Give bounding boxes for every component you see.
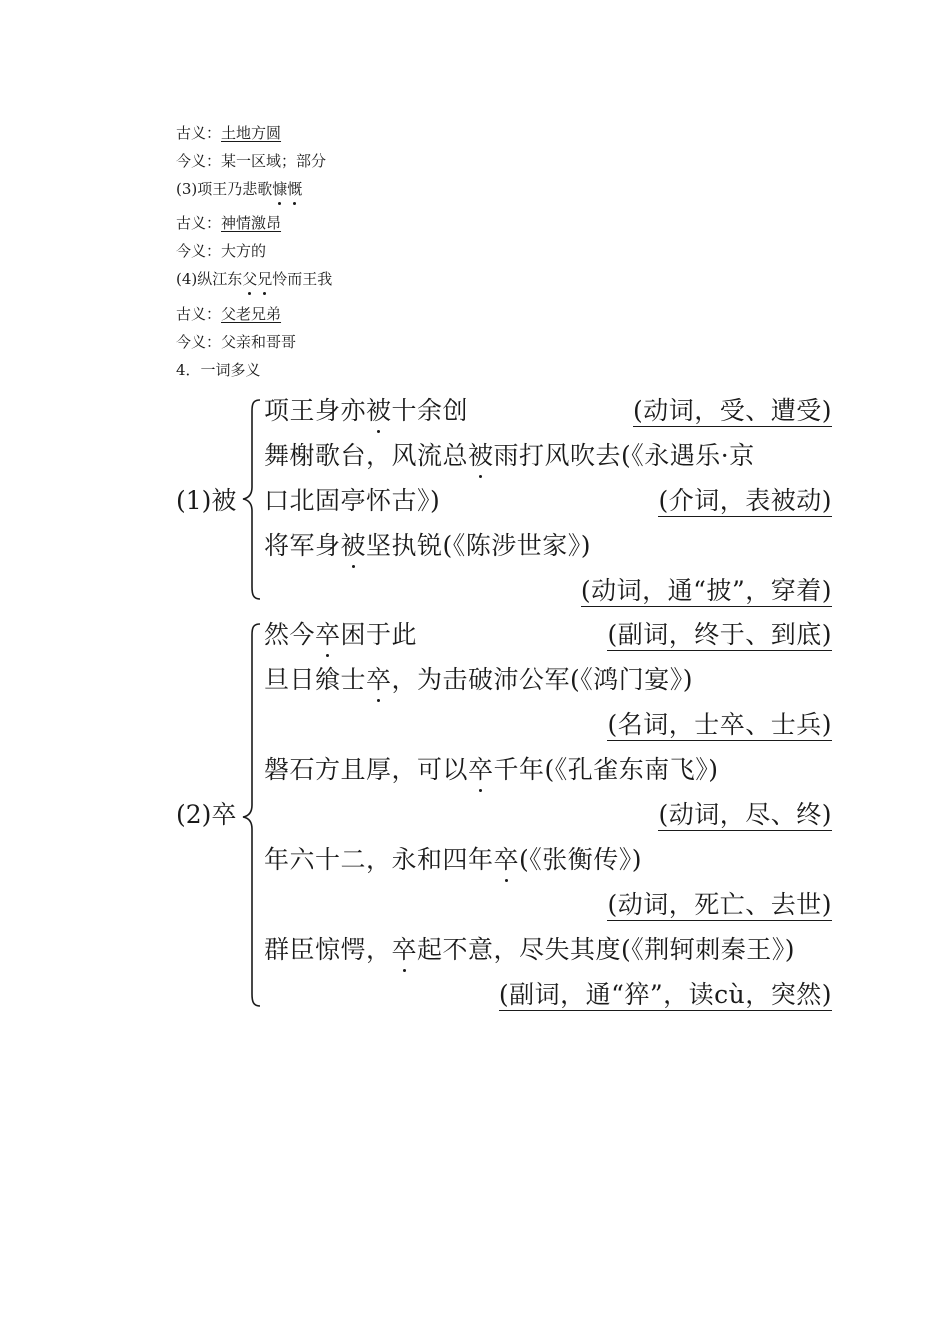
group-label-bei: (1)被 bbox=[176, 486, 237, 515]
meaning-note bbox=[658, 486, 832, 516]
meaning-note bbox=[633, 396, 832, 426]
dotted-char: 卒 bbox=[493, 845, 520, 874]
sentence-text: 困于此 bbox=[340, 620, 418, 649]
ancient-label: 古义： bbox=[176, 214, 222, 232]
example-sentence-3 bbox=[176, 180, 302, 198]
sentence-text: 口北固亭怀古》) bbox=[264, 486, 441, 515]
example-line bbox=[264, 486, 440, 516]
modern-label: 今义： bbox=[176, 242, 222, 260]
sentence-text: 舞榭歌台，风流总 bbox=[264, 441, 469, 470]
dotted-char: 卒 bbox=[315, 620, 341, 649]
dotted-char: 卒 bbox=[366, 665, 392, 694]
meaning-note bbox=[658, 800, 832, 830]
sentence-text: 群臣惊愕， bbox=[264, 935, 392, 964]
modern-meaning-line-2 bbox=[176, 242, 266, 260]
example-line bbox=[264, 441, 755, 471]
sentence-text: 年六十二，永和四年 bbox=[264, 845, 494, 874]
modern-meaning-line-3 bbox=[176, 333, 296, 351]
example-line bbox=[264, 531, 591, 561]
sentence-text: 起不意，尽失其度(《荆轲刺秦王》) bbox=[417, 935, 796, 964]
brace-bracket bbox=[238, 621, 264, 1009]
sentence-text: 坚执锐(《陈涉世家》) bbox=[366, 531, 592, 560]
meaning-note bbox=[607, 890, 832, 920]
note-text: (副词，终于、到底) bbox=[607, 620, 832, 649]
ancient-meaning-line-2 bbox=[176, 214, 281, 232]
sentence-text: 怜而王我 bbox=[272, 270, 333, 288]
modern-meaning: 大方的 bbox=[221, 242, 267, 260]
dotted-char: 慨 bbox=[287, 180, 303, 198]
sentence-text: 雨打风吹去(《永遇乐·京 bbox=[493, 441, 755, 470]
ancient-meaning-line-1 bbox=[176, 124, 281, 142]
ancient-meaning-line-3 bbox=[176, 305, 281, 323]
note-text: (动词，尽、终) bbox=[658, 800, 832, 829]
sentence-text: 千年(《孔雀东南飞》) bbox=[493, 755, 719, 784]
dotted-char: 兄 bbox=[257, 270, 273, 288]
note-text: (动词，死亡、去世) bbox=[607, 890, 832, 919]
sentence-text: 旦日飨士 bbox=[264, 665, 367, 694]
example-line bbox=[264, 845, 642, 875]
modern-meaning: 父亲和哥哥 bbox=[221, 333, 297, 351]
modern-meaning-line-1 bbox=[176, 152, 326, 170]
example-line bbox=[264, 665, 693, 695]
dotted-char: 卒 bbox=[391, 935, 418, 964]
sentence-text: 将军身 bbox=[264, 531, 341, 560]
ancient-label: 古义： bbox=[176, 124, 222, 142]
example-line bbox=[264, 935, 795, 965]
dotted-char: 卒 bbox=[468, 755, 494, 784]
ancient-meaning: 父老兄弟 bbox=[221, 305, 282, 323]
group-label-zu: (2)卒 bbox=[176, 800, 237, 829]
meaning-note bbox=[607, 620, 832, 650]
dotted-char: 被 bbox=[340, 531, 367, 560]
sentence-text: (3)项王乃悲歌 bbox=[176, 180, 273, 198]
example-sentence-4 bbox=[176, 270, 332, 288]
example-line bbox=[264, 620, 417, 650]
note-text: (介词，表被动) bbox=[658, 486, 832, 515]
sentence-text: (《张衡传》) bbox=[519, 845, 643, 874]
sentence-text: 项王身亦 bbox=[264, 396, 367, 425]
dotted-char: 被 bbox=[468, 441, 494, 470]
note-text: (副词，通“猝”，读cù，突然) bbox=[498, 980, 832, 1009]
modern-meaning: 某一区域；部分 bbox=[221, 152, 327, 170]
note-text: (名词，士卒、士兵) bbox=[607, 710, 832, 739]
dotted-char: 父 bbox=[242, 270, 258, 288]
section-title: 4．一词多义 bbox=[176, 361, 261, 379]
modern-label: 今义： bbox=[176, 152, 222, 170]
ancient-meaning: 土地方圆 bbox=[221, 124, 282, 142]
dotted-char: 被 bbox=[366, 396, 392, 425]
example-line bbox=[264, 396, 468, 426]
brace-bracket bbox=[238, 397, 264, 602]
dotted-char: 慷 bbox=[272, 180, 288, 198]
sentence-text: 十余创 bbox=[391, 396, 469, 425]
note-text: (动词，受、遭受) bbox=[632, 396, 832, 425]
meaning-note bbox=[499, 980, 832, 1010]
example-line bbox=[264, 755, 719, 785]
sentence-text: (4)纵江东 bbox=[176, 270, 243, 288]
modern-label: 今义： bbox=[176, 333, 222, 351]
ancient-label: 古义： bbox=[176, 305, 222, 323]
sentence-text: ，为击破沛公军(《鸿门宴》) bbox=[391, 665, 694, 694]
note-text: (动词，通“披”，穿着) bbox=[580, 576, 832, 605]
sentence-text: 然今 bbox=[264, 620, 316, 649]
meaning-note bbox=[581, 576, 832, 606]
meaning-note bbox=[607, 710, 832, 740]
ancient-meaning: 神情激昂 bbox=[221, 214, 282, 232]
sentence-text: 磐石方且厚，可以 bbox=[264, 755, 469, 784]
